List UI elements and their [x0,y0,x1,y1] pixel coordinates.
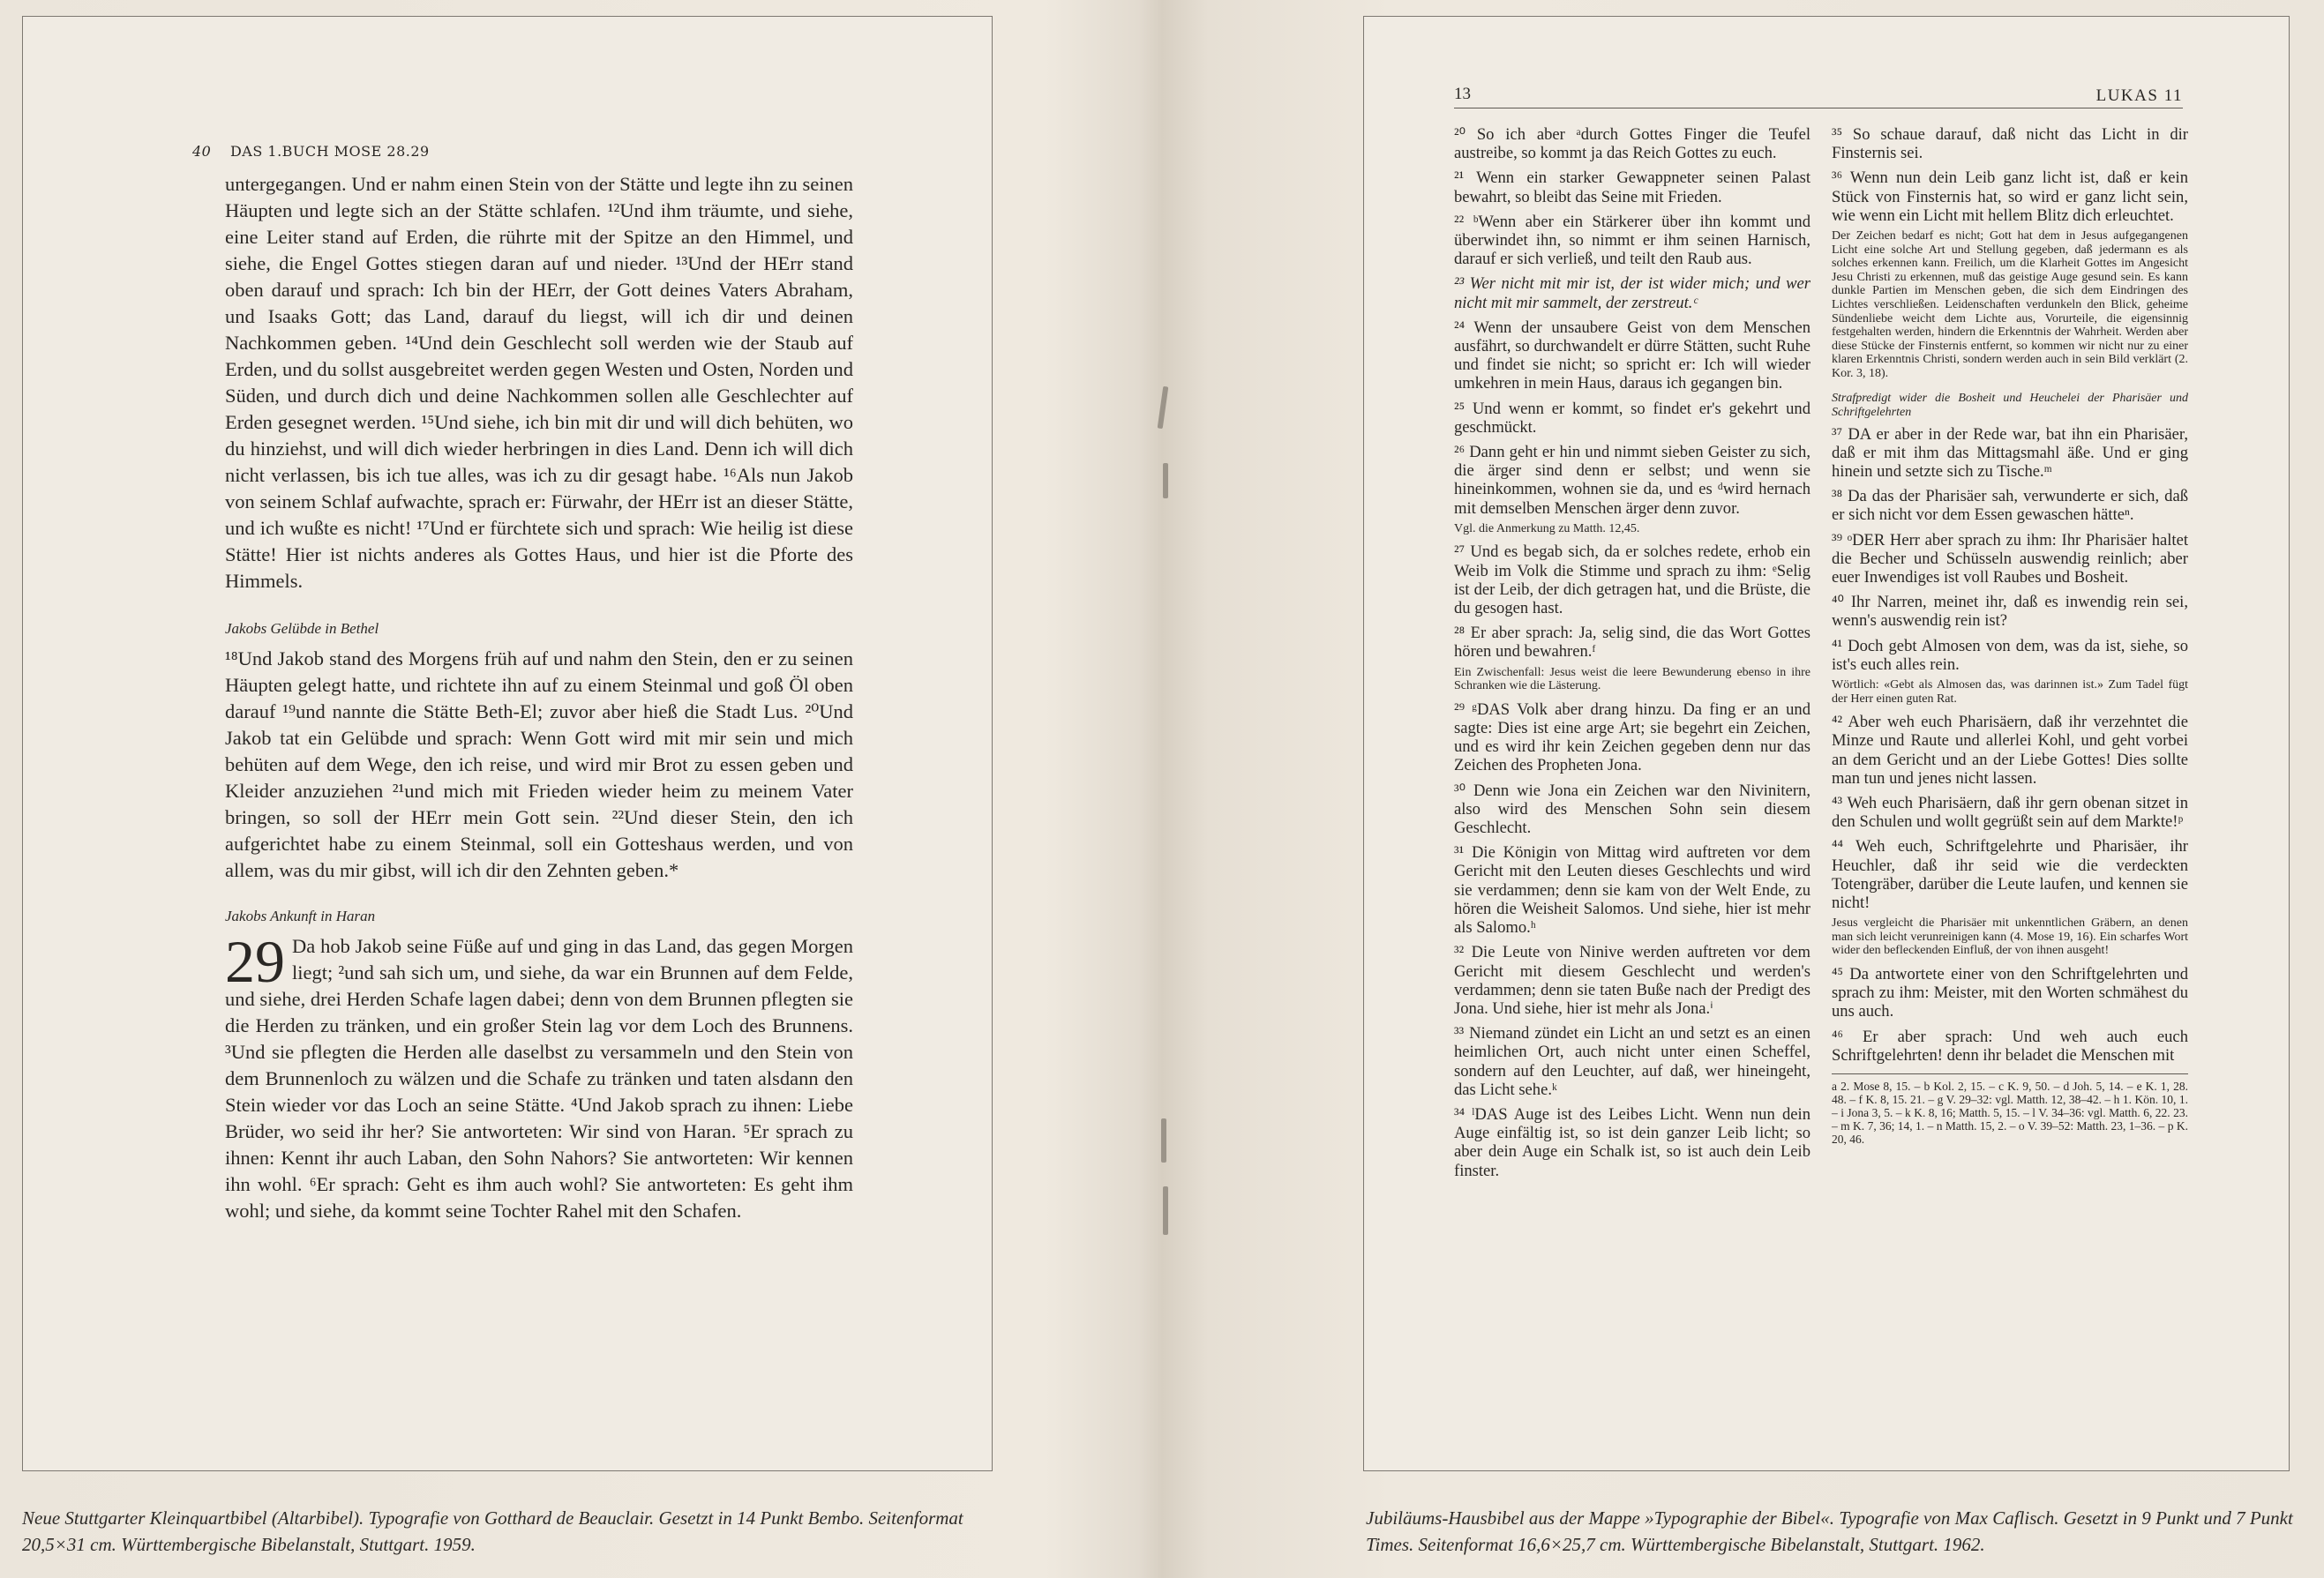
verse: ⁴⁰ Ihr Narren, meinet ihr, daß es inwendig rein sei, wenn's auswendig rein ist? [1832,593,2188,631]
running-head-title: LUKAS 11 [2095,86,2183,105]
genesis-29-paragraph [225,928,853,1224]
section-heading: Strafpredigt wider die Bosheit und Heuchelei der Pharisäer und Schriftgelehrten [1832,391,2188,419]
right-running-head [1454,83,2183,108]
caption-right: Jubiläums-Hausbibel aus der Mappe »Typographie der Bibel«. Typografie von Max Caflisch. Gesetzt in 9 Punkt und 7 Punkt Times. Seitenformat 16,6×25,7 cm. Württembergische Bibelanstalt, Stuttgart. 1962. [1366,1507,2293,1555]
verse: ³⁶ Wenn nun dein Leib ganz licht ist, daß er kein Stück von Finsternis hat, so wird er ganz licht sein, wie wenn ein Licht mit hellem Blitz dich erleuchtet. [1832,168,2188,225]
verse: ³⁹ ᵒDER Herr aber sprach zu ihm: Ihr Pharisäer haltet die Becher und Schüsseln auswendig reinlich; aber euer Inwendiges ist voll Raubes und Bosheit. [1832,530,2188,587]
verse: ⁴⁵ Da antwortete einer von den Schriftgelehrten und sprach zu ihm: Meister, mit den Worten schmähest du uns auch. [1832,964,2188,1021]
verse: ²¹ Wenn ein starker Gewappneter seinen Palast bewahrt, so bleibt das Seine mit Frieden. [1454,168,1810,206]
right-page-number: 13 [1454,85,1471,103]
commentary-note: Vgl. die Anmerkung zu Matth. 12,45. [1454,521,1640,535]
verse: ³⁷ DA er aber in der Rede war, bat ihn ein Pharisäer, daß er mit ihm das Mittagsmahl äße. Und er ging hinein und setzte sich zu Tische.ᵐ [1832,424,2188,481]
text-column-right [1832,125,2188,1152]
section-title-haran: Jakobs Ankunft in Haran [225,908,376,924]
commentary-note: Jesus vergleicht die Pharisäer mit unkenntlichen Gräbern, an denen man sich leicht verunreinigen kann (4. Mose 19, 16). Ein scharfes Wort wider den befleckenden Einfluß, der von ihnen ausgeht! [1832,916,2188,958]
verse-italic: ²³ Wer nicht mit mir ist, der ist wider mich; und wer nicht mit mir sammelt, der zerstreut.ᶜ [1454,274,1810,312]
verse: ³⁸ Da das der Pharisäer sah, verwunderte er sich, daß er sich nicht vor dem Essen gewaschen hätteⁿ. [1832,487,2188,525]
verse: ⁴⁴ Weh euch, Schriftgelehrte und Pharisäer, ihr Heuchler, daß ihr seid wie die verdeckten Totengräber, darüber die Leute laufen, und kennen sie nicht! [1832,837,2188,912]
verse: ⁴³ Weh euch Pharisäern, daß ihr gern obenan sitzet in den Schulen und wollt gegrüßt sein auf dem Markte!ᵖ [1832,793,2188,832]
verse: ²⁹ ᵍDAS Volk aber drang hinzu. Da fing er an und sagte: Dies ist eine arge Art; sie begehrt ein Zeichen, und es wird ihr kein Zeichen gegeben denn nur das Zeichen des Propheten Jona. [1454,699,1810,775]
commentary-note: Der Zeichen bedarf es nicht; Gott hat dem in Jesus aufgegangenen Licht eine solche Art und Stellung gegeben, daß jedermann es als solches erkennen kann. Freilich, um die Klarheit Gottes im Angesicht Jesu Christi zu erkennen, muß das geistige Auge gesund sein. Es kann dunkle Partien im Menschen geben, die sich dem Eindringen des Lichtes verschließen. Leidenschaften verdunkeln den Blick, geheime Sündenliebe weicht dem Lichte aus, Vorurteile, die eigensinnig festgehalten werden, hindern die Erkenntnis der Wahrheit. Werden aber diese Stücke der Finsternis entfernt, so kommen wir nicht nur zu einer klaren Erkenntnis Christi, sondern werden auch in sein Bild verklärt (2. Kor. 3, 18). [1832,229,2188,380]
verse: ³¹ Die Königin von Mittag wird auftreten vor dem Gericht mit den Leuten dieses Geschlechts und wird sie verdammen; denn sie kam von der Welt Ende, zu hören die Weisheit Salomos. Und siehe, hier ist mehr als Salomo.ʰ [1454,843,1810,938]
text-column-left [1454,125,1810,1186]
left-running-head [192,143,430,160]
genesis-28-text: untergegangen. Und er nahm einen Stein von der Stätte und legte ihn zu seinen Häupten und legte sich an der Stätte schlafen. ¹²Und ihm träumte, und siehe, eine Leiter stand auf Erden, die rührte mit der Spitze an den Himmel, und siehe, die Engel Gottes stiegen daran auf und nieder. ¹³Und der HErr stand oben darauf und sprach: Ich bin der HErr, der Gott deines Vaters Abraham, und Isaaks Gott; das Land, darauf du liegst, will ich dir und deinen Nachkommen geben. ¹⁴Und dein Geschlecht soll werden wie der Staub auf Erden, und du sollst ausgebreitet werden gegen Westen und Osten, Norden und Süden, und durch dich und deine Nachkommen sollen alle Geschlechter auf Erden gesegnet werden. ¹⁵Und siehe, ich bin mit dir und will dich behüten, wo du hinziehst, und will dich wieder herbringen in dies Land. Denn ich will dich nicht verlassen, bis ich tue alles, was ich zu dir gesagt habe. ¹⁶Als nun Jakob von seinem Schlaf aufwachte, sprach er: Fürwahr, der HErr ist an dieser Stätte, und ich wußte es nicht! ¹⁷Und er fürchtete sich und sprach: Wie heilig ist diese Stätte! Hier ist nichts anderes als Gottes Haus, und hier ist die Pforte des Himmels. [225,173,853,592]
verse: ²⁵ Und wenn er kommt, so findet er's gekehrt und geschmückt. [1454,399,1810,437]
section-title-bethel: Jakobs Gelübde in Bethel [225,620,379,637]
verse: ²⁰ So ich aber ᵃdurch Gottes Finger die Teufel austreibe, so kommt ja das Reich Gottes zu euch. [1454,125,1810,163]
footnotes: a 2. Mose 8, 15. – b Kol. 2, 15. – c K. 9, 50. – d Joh. 5, 14. – e K. 1, 28. 48. – f K. 8, 15. 21. – g V. 29–32: vgl. Matth. 12, 38–42. – h 1. Kön. 10, 1. – i Jona 3, 5. – k K. 8, 16; Matth. 5, 15. – l V. 34–36: vgl. Matth. 6, 22. 23. – m K. 7, 36; 14, 1. – n Matth. 15, 2. – o V. 39–52: Matth. 23, 1–36. – p K. 20, 46. [1832,1080,2188,1146]
verse: ²⁷ Und es begab sich, da er solches redete, erhob ein Weib im Volk die Stimme und sprach zu ihm: ᵉSelig ist der Leib, der dich getragen hat, und die Brüste, die du gesogen hast. [1454,542,1810,618]
verse: ²² ᵇWenn aber ein Stärkerer über ihn kommt und überwindet ihn, so nimmt er ihm seinen Harnisch, darauf er sich verließ, und teilt den Raub aus. [1454,212,1810,269]
left-page-body [225,171,853,1224]
chapter-drop-number: 29 [225,928,285,995]
verse: ³² Die Leute von Ninive werden auftreten vor dem Gericht mit diesem Geschlecht und werden's verdammen; denn sie taten Buße nach der Predigt des Jona. Und siehe, hier ist mehr als Jona.ⁱ [1454,943,1810,1018]
footnote-rule [1832,1073,2188,1074]
verse: ³⁴ ˡDAS Auge ist des Leibes Licht. Wenn nun dein Auge einfältig ist, so ist dein ganzer Leib licht; so aber dein Auge ein Schalk ist, so ist auch dein Leib finster. [1454,1104,1810,1180]
caption-left: Neue Stuttgarter Kleinquartbibel (Altarbibel). Typografie von Gotthard de Beauclair. Gesetzt in 14 Punkt Bembo. Seitenformat 20,5×31 cm. Württembergische Bibelanstalt, Stuttgart. 1959. [22,1507,963,1555]
binding-stitch [1163,463,1168,498]
genesis-28-18-text: ¹⁸Und Jakob stand des Morgens früh auf und nahm den Stein, den er zu seinen Häupten gelegt hatte, und richtete ihn auf zu einem Steinmal und goß Öl oben darauf ¹⁹und nannte die Stätte Beth-El; zuvor aber hieß die Stadt Lus. ²⁰Und Jakob tat ein Gelübde und sprach: Wenn Gott wird mit mir sein und mich behüten auf dem Wege, den ich reise, und wird mir Brot zu essen geben und Kleider anzuziehen ²¹und mich mit Frieden wieder heim zu meinem Vater bringen, so soll der HErr mein Gott sein. ²²Und dieser Stein, den ich aufgerichtet habe zu einem Steinmal, soll ein Gotteshaus werden, und von allem, was du mir gibst, will ich dir den Zehnten geben.* [225,647,853,881]
verse: ⁴¹ Doch gebt Almosen von dem, was da ist, siehe, so ist's euch alles rein. [1832,636,2188,674]
left-header-title: DAS 1.BUCH MOSE 28.29 [229,143,430,160]
commentary-note: Ein Zwischenfall: Jesus weist die leere Bewunderung ebenso in ihre Schranken wie die Lästerung. [1454,665,1810,693]
left-page-number: 40 [192,143,212,160]
verse: ⁴² Aber weh euch Pharisäern, daß ihr verzehntet die Minze und Raute und allerlei Kohl, und geht vorbei an dem Gericht und an der Liebe Gottes! Dies sollte man tun und jenes nicht lassen. [1832,713,2188,788]
verse: ²⁶ Dann geht er hin und nimmt sieben Geister zu sich, die ärger sind denn er selbst; und wenn sie hineinkommen, wohnen sie da, und es ᵈwird hernach mit demselben Menschen ärger denn zuvor. [1454,443,1810,518]
binding-stitch [1161,1118,1166,1163]
binding-stitch [1163,1186,1168,1235]
verse: ²⁴ Wenn der unsaubere Geist von dem Menschen ausfährt, so durchwandelt er dürre Stätten, sucht Ruhe und findet sie nicht; so spricht er: Ich will wieder umkehren in mein Haus, daraus ich gegangen bin. [1454,318,1810,393]
commentary-note: Wörtlich: «Gebt als Almosen das, was darinnen ist.» Zum Tadel fügt der Herr einen guten Rat. [1832,677,2188,706]
genesis-29-text: Da hob Jakob seine Füße auf und ging in das Land, das gegen Morgen liegt; ²und sah sich um, und siehe, da war ein Brunnen auf dem Felde, und siehe, drei Herden Schafe lagen dabei; denn von dem Brunnen pflegten sie die Herden zu tränken, und ein großer Stein lag vor dem Loch des Brunnens. ³Und sie pflegten die Herden alle daselbst zu versammeln und den Stein von dem Brunnenloch zu wälzen und die Schafe zu tränken und taten alsdann den Stein wieder vor das Loch an seine Stätte. ⁴Und Jakob sprach zu ihnen: Liebe Brüder, wo seid ihr her? Sie antworteten: Wir sind von Haran. ⁵Er sprach zu ihnen: Kennt ihr auch Laban, den Sohn Nahors? Sie antworteten: Wir kennen ihn wohl. ⁶Er sprach: Geht es ihm auch wohl? Sie antworteten: Es geht ihm wohl; und siehe, da kommt seine Tochter Rahel mit den Schafen. [225,935,853,1222]
verse: ³⁰ Denn wie Jona ein Zeichen war den Nivinitern, also wird des Menschen Sohn sein diesem Geschlecht. [1454,781,1810,838]
verse: ²⁸ Er aber sprach: Ja, selig sind, die das Wort Gottes hören und bewahren.ᶠ [1454,624,1810,662]
verse: ³³ Niemand zündet ein Licht an und setzt es an einen heimlichen Ort, auch nicht unter einen Scheffel, sondern auf den Leuchter, auf daß, wer hineingeht, das Licht sehe.ᵏ [1454,1024,1810,1099]
verse: ⁴⁶ Er aber sprach: Und weh auch euch Schriftgelehrten! denn ihr beladet die Menschen mit [1832,1027,2188,1065]
verse: ³⁵ So schaue darauf, daß nicht das Licht in dir Finsternis sei. [1832,125,2188,163]
